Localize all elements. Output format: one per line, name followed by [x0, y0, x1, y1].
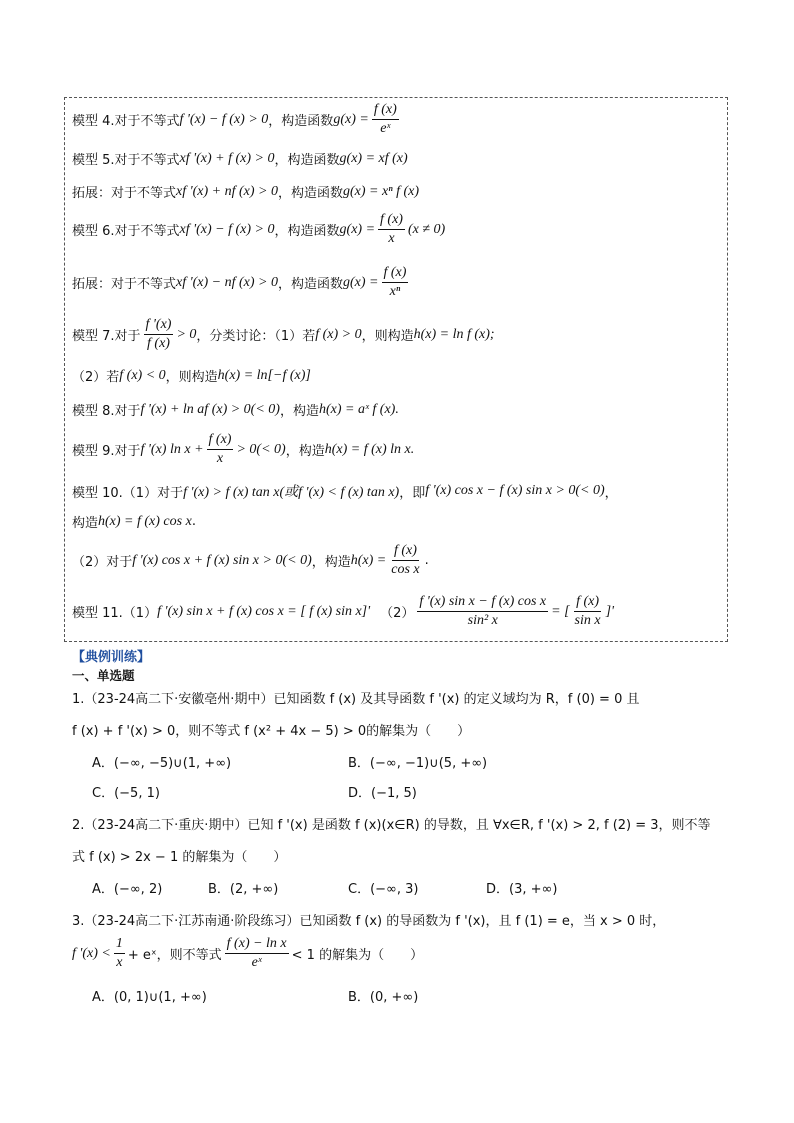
extension-1-line: 拓展：对于不等式 xf '(x) + nf (x) > 0 ，构造函数 g(x) = xⁿ f (x) [72, 183, 420, 201]
question-2-option-b[interactable]: B．(2, +∞) [208, 882, 279, 897]
question-1-option-a[interactable]: A．(−∞, −5)∪(1, +∞) [92, 756, 232, 771]
question-1-option-d[interactable]: D．(−1, 5) [348, 786, 417, 801]
fraction: $\frac{f (x)}{\text{cos x}}$ [391, 543, 420, 577]
question-3-option-b[interactable]: B．(0, +∞) [348, 990, 419, 1005]
question-2-line-1: 2.（23-24高二下·重庆·期中）已知 f '(x) 是函数 f (x)(x∈R) 的导数，且 ∀x∈R, f '(x) > 2, f (2) = 3，则不等 [72, 818, 711, 833]
fraction: $\frac{1}{x}$ [115, 936, 123, 970]
fraction: $\frac{\text{f '(x) sin x − f (x) cos x}}{\text{sin² x}}$ [419, 594, 547, 628]
model-6-line: 模型 6.对于不等式 xf '(x) − f (x) > 0 ，构造函数 g(x) = $\frac{f (x)}{x}$ (x ≠ 0) [72, 212, 446, 246]
question-3-line-1: 3.（23-24高二下·江苏南通·阶段练习）已知函数 f (x) 的导函数为 f '(x)，且 f (1) = e，当 x > 0 时， [72, 914, 666, 929]
question-1-line-1: 1.（23-24高二下·安徽亳州·期中）已知函数 f (x) 及其导函数 f '(x) 的定义域均为 R，f (0) = 0 且 [72, 692, 640, 707]
question-2-option-d[interactable]: D．(3, +∞) [486, 882, 558, 897]
fraction: $\frac{f (x)}{\text{sin x}}$ [574, 594, 601, 628]
fraction: $\frac{f (x)}{x}$ [380, 212, 403, 246]
model-9-line: 模型 9.对于 f '(x) ln x + $\frac{f (x)}{x}$ > 0(< 0) ，构造 h(x) = f (x) ln x . [72, 432, 415, 466]
question-2-option-a[interactable]: A．(−∞, 2) [92, 882, 163, 897]
section-heading: 【典例训练】 [72, 650, 151, 665]
fraction: $\frac{\text{f (x) − ln x}}{\text{eˣ}}$ [226, 936, 287, 970]
model-7-case-2-line: （2）若 f (x) < 0 ，则构造 h(x) = ln[−f (x)] [72, 367, 311, 385]
question-1-option-c[interactable]: C．(−5, 1) [92, 786, 160, 801]
fraction: $\frac{f (x)}{\text{xⁿ}}$ [383, 265, 407, 299]
question-1-option-b[interactable]: B．(−∞, −1)∪(5, +∞) [348, 756, 488, 771]
model-10-case-2-line: （2）对于 f '(x) cos x + f (x) sin x > 0(< 0) ，构造 h(x) = $\frac{f (x)}{\text{cos x}}$ . [72, 543, 429, 577]
question-3-line-2: f '(x) < $\frac{1}{x}$ + eˣ，则不等式 $\frac{\text{f (x) − ln x}}{\text{eˣ}}$ < 1 的解集为（ ） [72, 936, 424, 970]
question-2-line-2: 式 f (x) > 2x − 1 的解集为（ ） [72, 850, 287, 865]
model-5-line: 模型 5.对于不等式 xf '(x) + f (x) > 0 ，构造函数 g(x) = xf (x) [72, 150, 408, 168]
model-8-line: 模型 8.对于 f '(x) + ln af (x) > 0(< 0) ，构造 h(x) = aˣ f (x) . [72, 401, 399, 419]
question-1-line-2: f (x) + f '(x) > 0，则不等式 f (x² + 4x − 5) > 0的解集为（ ） [72, 724, 471, 739]
model-7-line: 模型 7.对于 $\frac{f '(x)}{f (x)}$ > 0 ，分类讨论：（1）若 f (x) > 0 ，则构造 h(x) = ln f (x); [72, 317, 495, 351]
model-10-construct-line: 构造 h(x) = f (x) cos x . [72, 513, 196, 531]
model-10-line: 模型 10.（1）对于 f '(x) > f (x) tan x(或f '(x) < f (x) tan x) ，即 f '(x) cos x − f (x) sin x > 0(< 0) ， [72, 483, 618, 501]
model-4-line: 模型 4.对于不等式 f '(x) − f (x) > 0 ，构造函数 g(x) = $\frac{f (x)}{\text{eˣ}}$ [72, 102, 397, 136]
model-11-line: 模型 11.（1） f '(x) sin x + f (x) cos x = [ f (x) sin x]' （2） $\frac{\text{f '(x) sin x − f (x) cos x}}{\text{sin² x}}$ = [ $\frac{f (x)}{\text{sin x}}$ ]' [72, 594, 615, 628]
fraction: $\frac{f '(x)}{f (x)}$ [145, 317, 172, 351]
subheading: 一、单选题 [72, 668, 135, 683]
fraction: $\frac{f (x)}{\text{eˣ}}$ [373, 102, 397, 136]
question-2-option-c[interactable]: C．(−∞, 3) [348, 882, 419, 897]
extension-2-line: 拓展：对于不等式 xf '(x) − nf (x) > 0 ，构造函数 g(x) = $\frac{f (x)}{\text{xⁿ}}$ [72, 265, 407, 299]
fraction: $\frac{f (x)}{x}$ [208, 432, 232, 466]
question-3-option-a[interactable]: A．(0, 1)∪(1, +∞) [92, 990, 207, 1005]
